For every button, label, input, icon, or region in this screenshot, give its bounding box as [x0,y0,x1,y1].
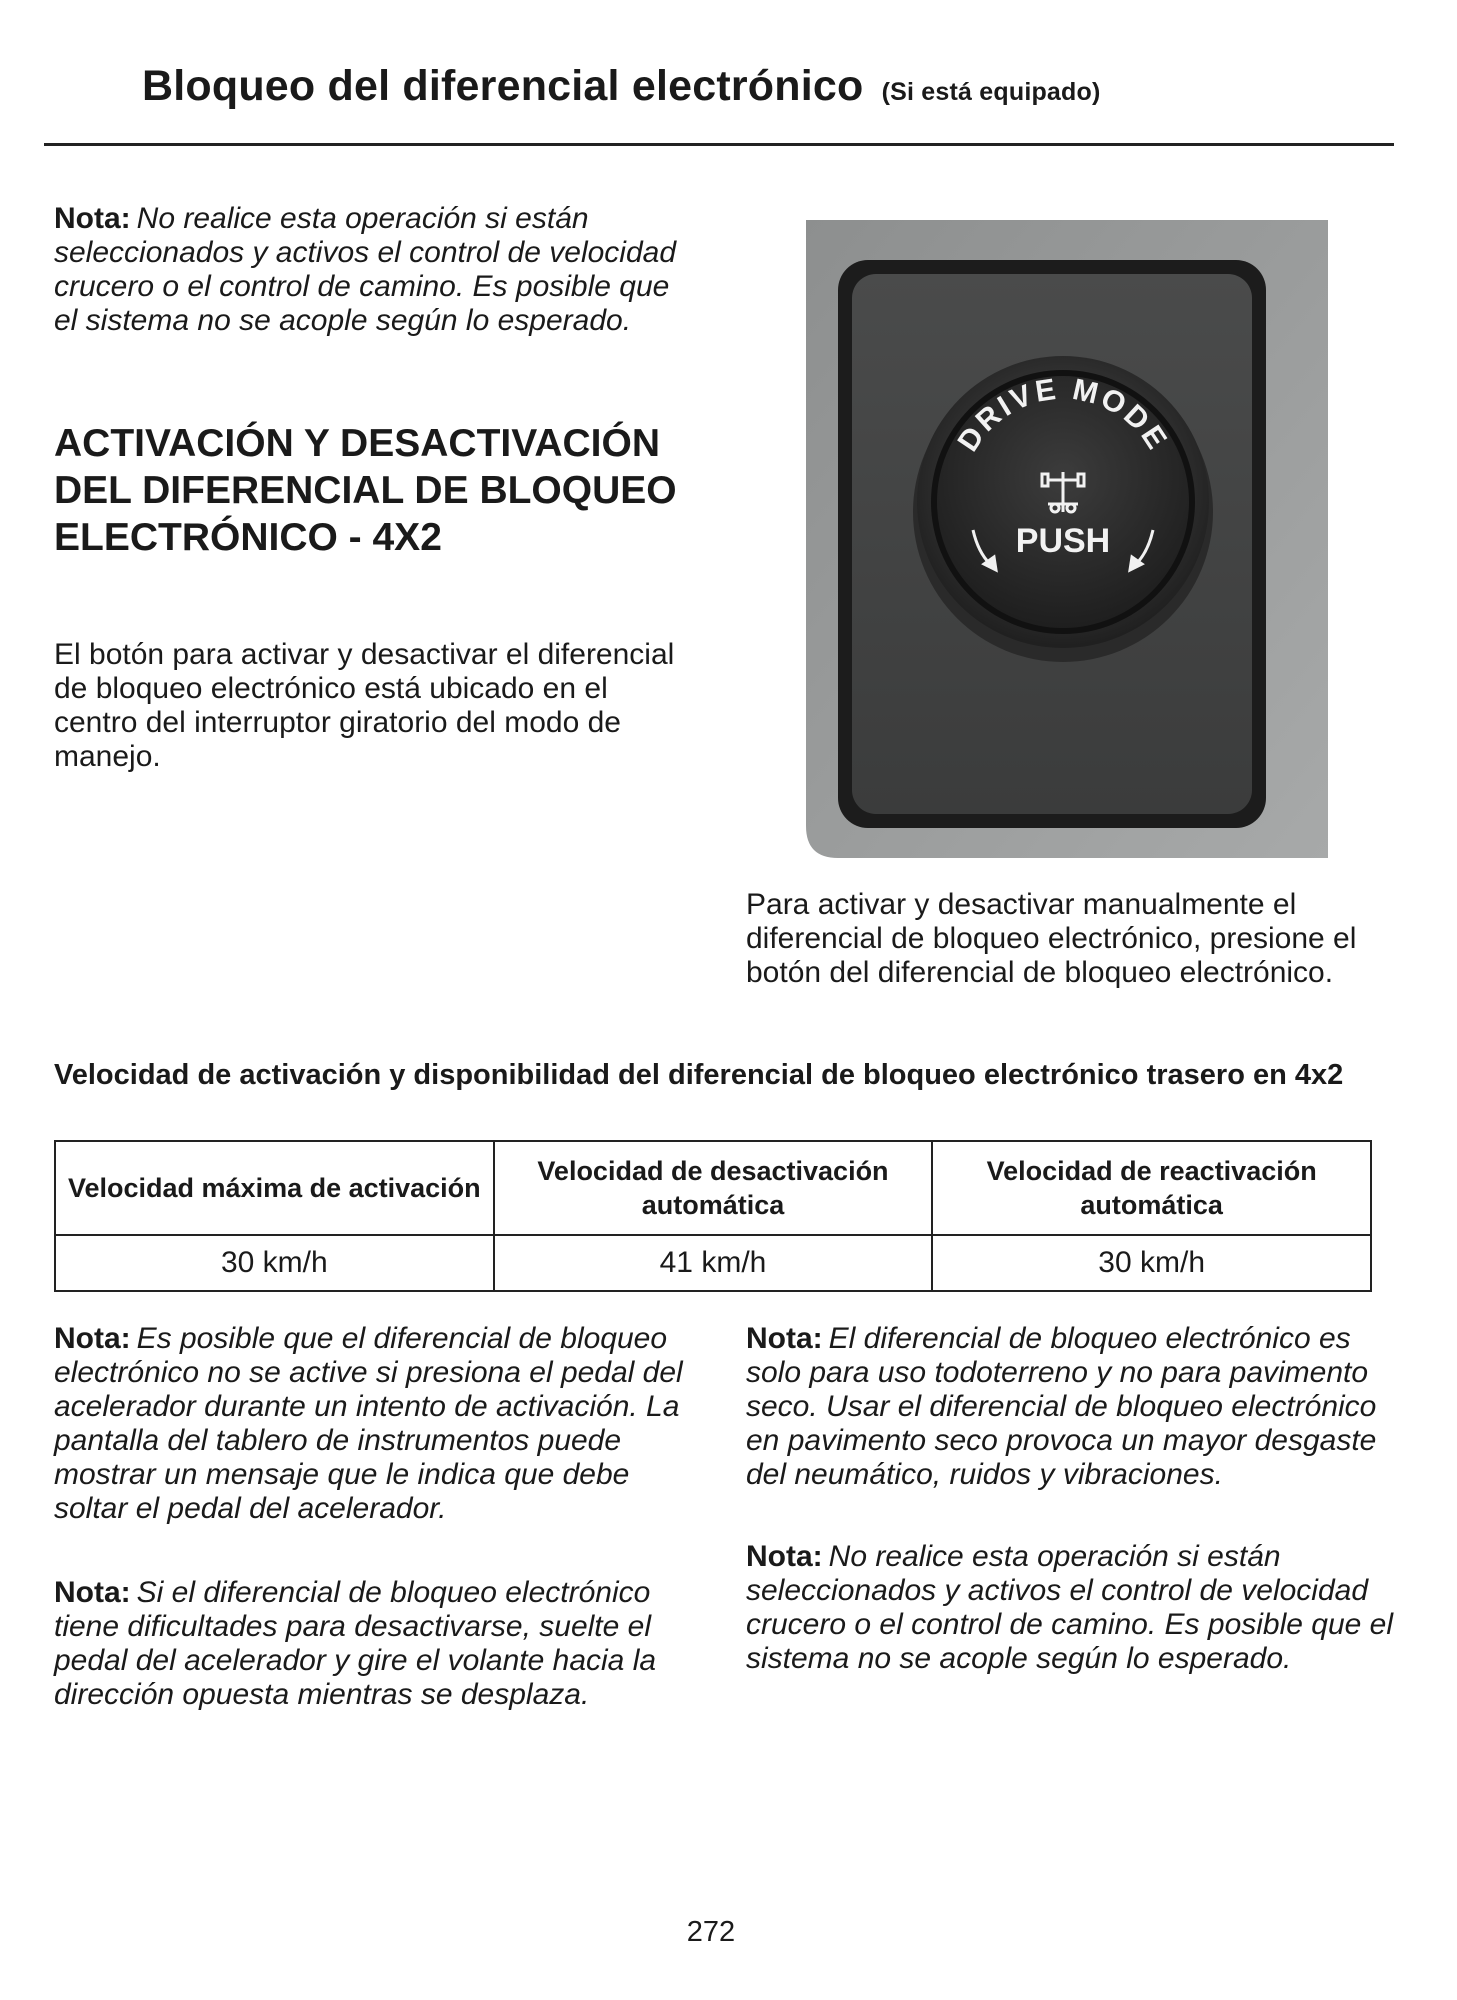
page-title [142,62,1101,111]
drive-mode-knob-svg [798,212,1332,860]
table-header-cell: Velocidad de desactivación automática [494,1141,933,1235]
knob-label-drive-mode: DRIVE MODE [951,372,1175,458]
knob-label-push: PUSH [1015,522,1111,560]
table-header-row [55,1141,1371,1235]
speed-table [54,1140,1372,1292]
note-right-2-text: No realice esta operación si están seleccionados y activos el control de velocidad crucero o el control de camino. Es posible que el sistema no se acople según lo esperado. [746,1540,1394,1675]
note-right-1-text: El diferencial de bloqueo electrónico es solo para uso todoterreno y no para pavimento seco. Usar el diferencial de bloqueo electrónico en pavimento seco provoca un mayor desgaste del neumático, ruidos y vibraciones. [746,1322,1377,1491]
table-cell: 30 km/h [55,1235,494,1291]
page-title-subtitle: (Si está equipado) [881,78,1101,106]
drive-mode-knob-illustration [798,212,1332,860]
note-left-2-text: Si el diferencial de bloqueo electrónico tiene dificultades para desactivarse, suelte el pedal del acelerador y gire el volante hacia la dirección opuesta mientras se desplaza. [54,1576,657,1711]
note-top [54,202,694,338]
note-left-2 [54,1576,704,1712]
table-header-cell: Velocidad de reactivación automática [932,1141,1371,1235]
note-left-1 [54,1322,704,1526]
section-heading: ACTIVACIÓN Y DESACTIVACIÓN DEL DIFERENCIAL DE BLOQUEO ELECTRÓNICO - 4X2 [54,422,677,559]
right-paragraph: Para activar y desactivar manualmente el diferencial de bloqueo electrónico, presione el botón del diferencial de bloqueo electrónico. [746,888,1357,989]
note-label: Nota: [746,1322,823,1355]
table-row [55,1235,1371,1291]
note-right-1 [746,1322,1396,1492]
note-label: Nota: [54,1576,131,1609]
table-cell: 30 km/h [932,1235,1371,1291]
note-left-1-text: Es posible que el diferencial de bloqueo electrónico no se active si presiona el pedal del acelerador durante un intento de activación. La pantalla del tablero de instrumentos puede mostrar un mensaje que le indica que debe soltar el pedal del acelerador. [54,1322,683,1525]
note-right-2 [746,1540,1396,1676]
note-label: Nota: [746,1540,823,1573]
page-header [44,56,1394,146]
page-title-text: Bloqueo del diferencial electrónico [142,62,864,110]
page-number: 272 [686,1916,736,1948]
note-label: Nota: [54,202,131,235]
section-body: El botón para activar y desactivar el diferencial de bloqueo electrónico está ubicado en el centro del interruptor giratorio del modo de manejo. [54,638,675,773]
table-heading: Velocidad de activación y disponibilidad del diferencial de bloqueo electrónico trasero en 4x2 [54,1059,1344,1091]
table-header-cell: Velocidad máxima de activación [55,1141,494,1235]
note-top-text: No realice esta operación si están seleccionados y activos el control de velocidad crucero o el control de camino. Es posible que el sistema no se acople según lo esperado. [54,202,677,337]
table-cell: 41 km/h [494,1235,933,1291]
note-label: Nota: [54,1322,131,1355]
